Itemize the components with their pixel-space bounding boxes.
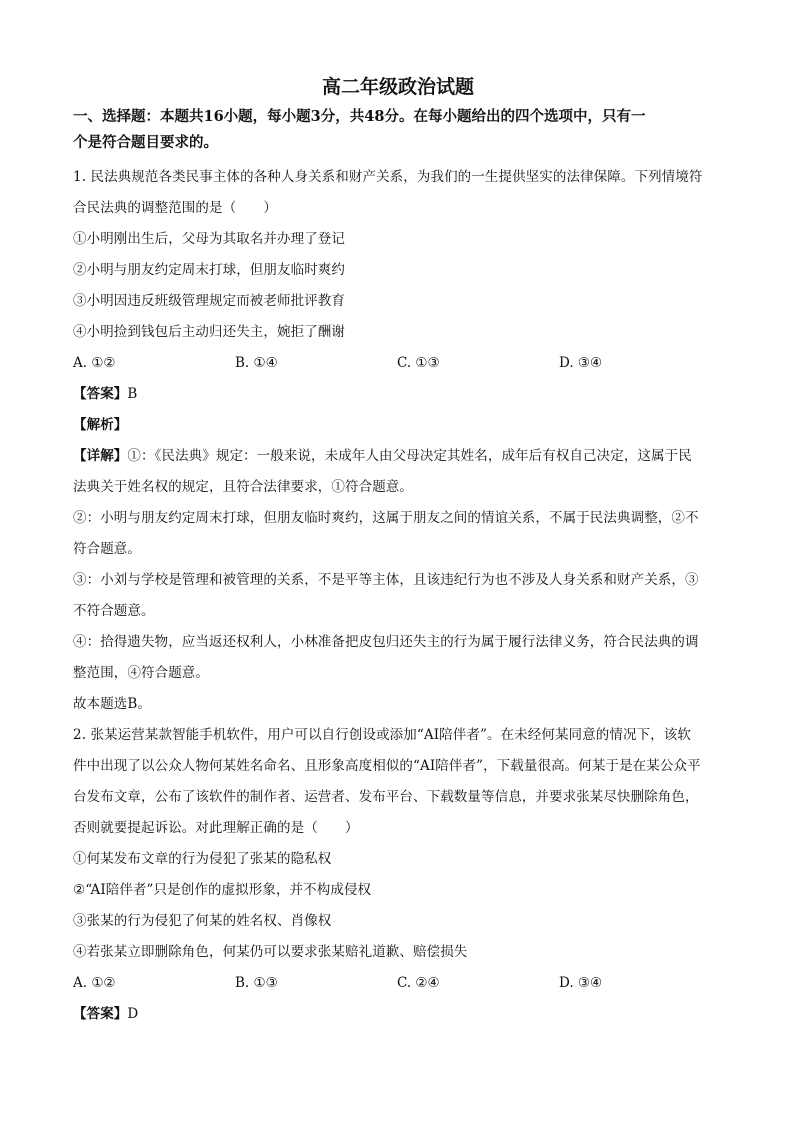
statement-item: ③小明因违反班级管理规定而被老师批评教育 [73,293,345,309]
answer-options [73,968,723,999]
statement-item: ②“AI陪伴者”只是创作的虚拟形象，并不构成侵权 [73,882,372,898]
analysis-line [73,410,723,441]
question-1 [73,162,723,720]
option-d: D. ③④ [559,355,603,371]
answer-value: B [127,386,138,402]
detail-line: ③：小刘与学校是管理和被管理的关系，不是平等主体，且该违纪行为也不涉及人身关系和财产关系，③ [73,572,699,588]
detail-line: 符合题意。 [73,541,141,557]
statement-item: ②小明与朋友约定周末打球，但朋友临时爽约 [73,262,345,278]
option-d: D. ③④ [559,975,603,991]
section-heading-line: 一、选择题：本题共16小题，每小题3分，共48分。在每小题给出的四个选项中，只有一 [73,108,646,125]
stem-line: 1. 民法典规范各类民事主体的各种人身关系和财产关系，为我们的一生提供坚实的法律保障。下列情境符 [73,169,703,185]
answer-value: D [127,1006,139,1022]
detail-tag: 【详解】 [73,448,128,464]
option-b: B. ①③ [235,975,278,991]
conclusion-line: 故本题选B。 [73,696,152,712]
option-a: A. ①② [73,975,116,991]
stem-line: 台发布文章，公布了该软件的制作者、运营者、发布平台、下载数量等信息，并要求张某尽快删除角色， [73,789,699,805]
detail-paragraph [73,503,723,565]
detail-line: 法典关于姓名权的规定，且符合法律要求，①符合题意。 [73,479,413,495]
detail-line: ④：拾得遗失物，应当返还权利人，小林准备把皮包归还失主的行为属于履行法律义务，符合民法典的调 [73,634,699,650]
detail-line: 整范围，④符合题意。 [73,665,209,681]
question-stem [73,720,723,844]
detail-paragraph [73,565,723,627]
stem-line: 2. 张某运营某款智能手机软件，用户可以自行创设或添加“AI陪伴者”。在未经何某同意的情况下，该软 [73,727,691,743]
stem-line: 否则就要提起诉讼。对此理解正确的是（ ） [73,820,359,836]
answer-tag: 【答案】 [73,1006,128,1022]
question-stem [73,162,723,224]
option-c: C. ①③ [397,355,440,371]
analysis-tag: 【解析】 [73,417,128,433]
statement-item: ③张某的行为侵犯了何某的姓名权、肖像权 [73,913,332,929]
stem-line: 合民法典的调整范围的是（ ） [73,200,277,216]
answer-line [73,379,723,410]
statement-item: ④小明捡到钱包后主动归还失主，婉拒了酬谢 [73,324,345,340]
statement-item: ④若张某立即删除角色，何某仍可以要求张某赔礼道歉、赔偿损失 [73,944,468,960]
section-heading [73,104,723,156]
detail-line: ①：《民法典》规定：一般来说，未成年人由父母决定其姓名，成年后有权自己决定，这属于民 [127,448,692,464]
detail-line: ②：小明与朋友约定周末打球，但朋友临时爽约，这属于朋友之间的情谊关系，不属于民法典调整，②不 [73,510,699,526]
option-a: A. ①② [73,355,116,371]
option-b: B. ①④ [235,355,278,371]
detail-paragraph [73,441,723,503]
section-heading-line: 个是符合题目要求的。 [73,134,218,151]
page-title: 高二年级政治试题 [321,76,474,98]
detail-paragraph [73,627,723,689]
statement-item: ①何某发布文章的行为侵犯了张某的隐私权 [73,851,332,867]
answer-tag: 【答案】 [73,386,128,402]
question-2 [73,720,723,1030]
option-c: C. ②④ [397,975,440,991]
answer-options [73,348,723,379]
document-page [73,70,723,1030]
answer-line [73,999,723,1030]
detail-line: 不符合题意。 [73,603,155,619]
stem-line: 件中出现了以公众人物何某姓名命名、且形象高度相似的“AI陪伴者”，下载量很高。何某于是在某公众平 [73,758,701,774]
statement-item: ①小明刚出生后，父母为其取名并办理了登记 [73,231,345,247]
